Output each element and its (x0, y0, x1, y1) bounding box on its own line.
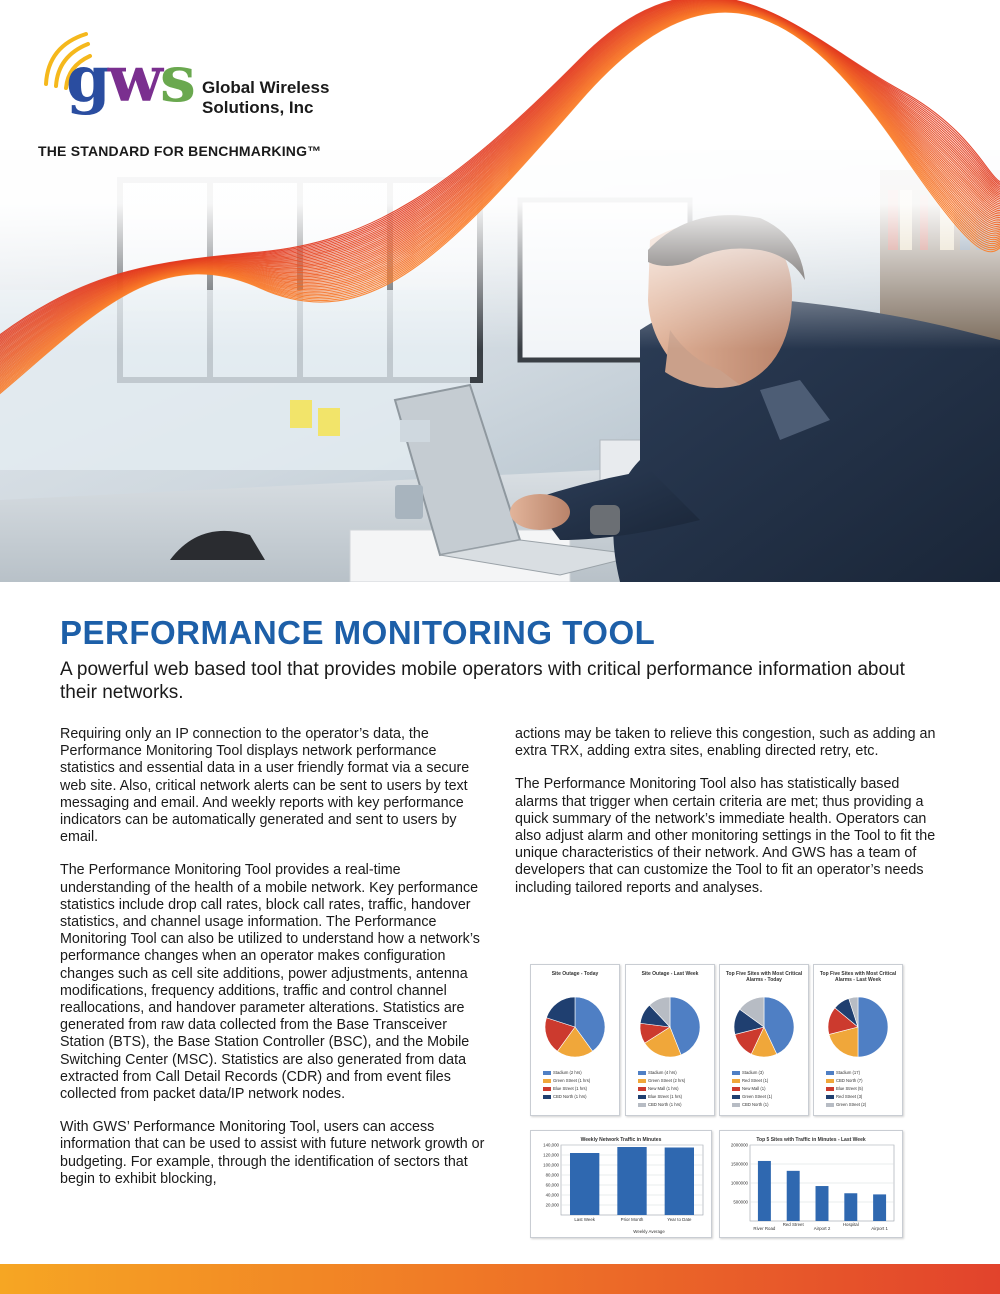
group-label: Weekly Average (633, 1229, 665, 1234)
chart-title: Weekly Network Traffic in Minutes (580, 1137, 662, 1143)
legend-swatch (826, 1087, 834, 1091)
chart-title: Top Five Sites with Most Critical Alarms - Today (725, 971, 803, 983)
legend-swatch (732, 1087, 740, 1091)
legend-entry (826, 1069, 896, 1077)
x-tick-label: Year to Date (667, 1217, 692, 1222)
legend-label: Blue Street (1 hrs) (553, 1086, 587, 1091)
legend-entry (638, 1085, 708, 1093)
x-tick-label: River Road (753, 1226, 776, 1231)
legend-label: Stadium (17) (836, 1070, 860, 1075)
legend-label: Green Street (1 hrs) (553, 1078, 591, 1083)
body-column-right (515, 726, 939, 913)
legend-entry (826, 1085, 896, 1093)
legend-label: Stadium (2 hrs) (553, 1070, 582, 1075)
y-tick-label: 100,000 (543, 1162, 559, 1168)
hero-banner (0, 0, 1000, 582)
chart-title: Top 5 Sites with Traffic in Minutes - Last Week (756, 1137, 866, 1143)
y-tick-label: 140,000 (543, 1142, 559, 1148)
legend-entry (732, 1077, 802, 1085)
bar (873, 1194, 886, 1221)
x-tick-label: Hospital (842, 1222, 859, 1227)
bar-chart (720, 1131, 902, 1237)
dashboard-charts (530, 964, 920, 1242)
legend-swatch (638, 1103, 646, 1107)
legend-entry (826, 1077, 896, 1085)
chart-legend (732, 1069, 802, 1109)
y-tick-label: 500000 (733, 1199, 748, 1205)
tagline: THE STANDARD FOR BENCHMARKING™ (38, 143, 322, 159)
y-tick-label: 120,000 (543, 1152, 559, 1158)
body-paragraph: The Performance Monitoring Tool provides a real-time understanding of the health of a mobile network. Key performance statistics include drop call rates, block call rates, traffic, handover statistics, and channel usage information. The Performance Monitoring Tool can also be utilized to understand how a network’s performance changes when an operator makes configuration changes such as cell site additions, power adjustments, antenna modifications, frequency additions, traffic and control channel reallocations, and handover parameter alterations. Statistics are generated from raw data collected from the Base Transceiver Station (BTS), the Base Station Controller (BSC), and the Mobile Switching Center (MSC). Statistics are also generated from data extracted from Call Detail Records (CDR) and from event files collected from packet data/IP network nodes. (60, 862, 480, 1103)
legend-swatch (732, 1071, 740, 1075)
y-tick-label: 80,000 (545, 1172, 559, 1178)
bar (570, 1153, 599, 1215)
legend-entry (638, 1077, 708, 1085)
legend-entry (638, 1101, 708, 1109)
legend-swatch (638, 1095, 646, 1099)
legend-entry (826, 1101, 896, 1109)
chart-legend (543, 1069, 613, 1101)
y-tick-label: 60,000 (545, 1182, 559, 1188)
legend-swatch (543, 1087, 551, 1091)
body-paragraph: With GWS’ Performance Monitoring Tool, users can access information that can be used to assist with future network growth or budgeting. For example, through the identification of sectors that begin to exhibit blocking, (60, 1119, 485, 1187)
legend-entry (543, 1077, 613, 1085)
pie-chart (531, 985, 619, 1075)
chart-legend (826, 1069, 896, 1109)
legend-label: CBD North (1) (742, 1102, 769, 1107)
x-tick-label: Last Week (574, 1217, 596, 1222)
y-tick-label: 1500000 (730, 1161, 748, 1167)
chart-title: Site Outage - Today (551, 971, 599, 977)
company-name (202, 78, 329, 118)
legend-entry (638, 1093, 708, 1101)
legend-swatch (826, 1103, 834, 1107)
legend-swatch (826, 1079, 834, 1083)
legend-swatch (732, 1079, 740, 1083)
pie-chart-panel (719, 964, 809, 1116)
pie-chart (720, 985, 808, 1075)
bar (844, 1193, 857, 1221)
legend-entry (732, 1093, 802, 1101)
chart-title: Top Five Sites with Most Critical Alarms - Last Week (819, 971, 897, 983)
bar-chart-panel (719, 1130, 903, 1238)
legend-swatch (732, 1095, 740, 1099)
pie-chart-panel (813, 964, 903, 1116)
legend-label: CBD North (1 hrs) (553, 1094, 587, 1099)
legend-swatch (543, 1079, 551, 1083)
legend-entry (732, 1085, 802, 1093)
x-tick-label: Airport 2 (813, 1226, 831, 1231)
legend-label: Stadium (3) (742, 1070, 764, 1075)
legend-label: Green Street (2 hrs) (648, 1078, 686, 1083)
legend-label: Green Street (2) (836, 1102, 867, 1107)
legend-entry (638, 1069, 708, 1077)
legend-label: New Mall (1 hrs) (648, 1086, 679, 1091)
chart-legend (638, 1069, 708, 1109)
legend-entry (732, 1101, 802, 1109)
company-name-line-1: Global Wireless (202, 78, 330, 97)
legend-label: CBD North (1 hrs) (648, 1102, 682, 1107)
legend-label: CBD North (7) (836, 1078, 863, 1083)
y-tick-label: 20,000 (545, 1202, 559, 1208)
logo-letter-g: g (66, 42, 108, 117)
bar (617, 1147, 646, 1215)
pie-chart-panel (530, 964, 620, 1116)
bar (758, 1161, 771, 1221)
legend-label: New Mall (1) (742, 1086, 766, 1091)
page-subtitle: A powerful web based tool that provides mobile operators with critical performance information about their networks. (60, 659, 905, 703)
pie-chart (814, 985, 902, 1075)
legend-swatch (826, 1095, 834, 1099)
bar-chart-panel (530, 1130, 712, 1238)
legend-label: Blue Street (1 hrs) (648, 1094, 682, 1099)
footer-accent-bar (0, 1264, 1000, 1294)
y-tick-label: 1000000 (730, 1180, 748, 1186)
bar (665, 1148, 694, 1216)
y-tick-label: 40,000 (545, 1192, 559, 1198)
legend-entry (732, 1069, 802, 1077)
legend-label: Red Street (1) (742, 1078, 769, 1083)
company-name-line-2: Solutions, Inc (202, 98, 314, 117)
page-title: PERFORMANCE MONITORING TOOL (60, 614, 656, 651)
chart-title: Site Outage - Last Week (641, 971, 699, 977)
logo-wordmark (66, 42, 193, 117)
y-tick-label: 2000000 (730, 1142, 748, 1148)
legend-swatch (638, 1079, 646, 1083)
pie-chart-panel (625, 964, 715, 1116)
legend-entry (826, 1093, 896, 1101)
x-tick-label: Prior Month (620, 1217, 644, 1222)
legend-swatch (543, 1095, 551, 1099)
x-tick-label: Airport 1 (871, 1226, 888, 1231)
x-tick-label: Red Street (782, 1222, 804, 1227)
legend-swatch (826, 1071, 834, 1075)
legend-label: Red Street (3) (836, 1094, 863, 1099)
bar (816, 1186, 829, 1221)
body-paragraph: Requiring only an IP connection to the operator’s data, the Performance Monitoring Tool displays network performance statistics and essential data in a user friendly format via a secure web site. Also, critical network alerts can be sent to users by text messaging and email. And weekly reports with key performance indicators can be automatically generated and sent to users by email. (60, 726, 470, 846)
legend-entry (543, 1085, 613, 1093)
legend-swatch (638, 1071, 646, 1075)
logo-letter-s: s (159, 42, 193, 117)
body-column-left (60, 726, 492, 1204)
legend-label: Blue Street (5) (836, 1086, 863, 1091)
legend-label: Green Street (1) (742, 1094, 773, 1099)
body-paragraph: actions may be taken to relieve this congestion, such as adding an extra TRX, adding extra sites, enabling directed retry, etc. (515, 726, 936, 760)
legend-entry (543, 1069, 613, 1077)
pie-chart (626, 985, 714, 1075)
bar (787, 1171, 800, 1221)
body-paragraph: The Performance Monitoring Tool also has statistically based alarms that trigger when certain criteria are met; thus providing a quick summary of the network’s immediate health. Operators can also adjust alarm and other monitoring settings in the Tool to fit the unique characteristics of their network. And GWS has a team of developers that can customize the Tool to fit an operator’s needs including tailored reports and analyses. (515, 776, 936, 896)
legend-label: Stadium (4 hrs) (648, 1070, 677, 1075)
pie-slice (858, 997, 888, 1057)
legend-swatch (543, 1071, 551, 1075)
legend-swatch (732, 1103, 740, 1107)
legend-entry (543, 1093, 613, 1101)
legend-swatch (638, 1087, 646, 1091)
bar-chart (531, 1131, 711, 1237)
logo-letter-w: w (107, 42, 160, 117)
